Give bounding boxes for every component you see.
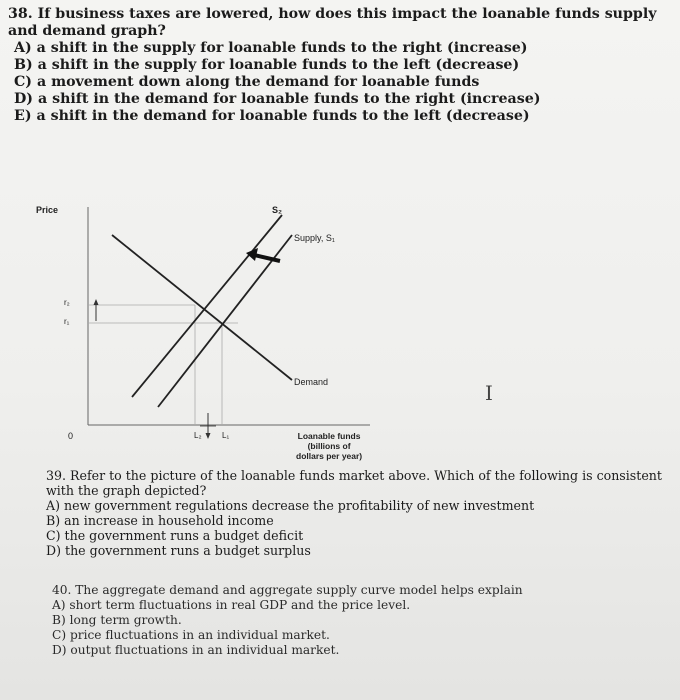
question-38-option-b: B) a shift in the supply for loanable funds to the left (decrease) <box>14 57 520 73</box>
question-38-stem: 38. If business taxes are lowered, how does this impact the loanable funds supply and demand graph? <box>8 6 657 39</box>
supply-curve-s2 <box>132 215 282 397</box>
s2-label: S₂ <box>272 205 283 215</box>
question-39-option-a: A) new government regulations decrease the profitability of new investment <box>46 498 535 513</box>
question-39-option-d: D) the government runs a budget surplus <box>46 543 311 558</box>
question-39-option-b: B) an increase in household income <box>46 513 274 528</box>
question-40-option-a: A) short term fluctuations in real GDP and the price level. <box>52 598 411 612</box>
question-40 <box>52 583 652 658</box>
price-r2-label: r₂ <box>64 298 70 307</box>
question-38 <box>8 6 668 125</box>
x-axis-label <box>296 431 362 461</box>
graph-canvas <box>0 195 680 465</box>
question-40-option-b: B) long term growth. <box>52 613 182 627</box>
loanable-funds-graph <box>0 195 680 465</box>
quantity-down-arrow-head <box>206 433 211 439</box>
question-39-option-c: C) the government runs a budget deficit <box>46 528 304 543</box>
price-up-arrow-head <box>94 299 99 305</box>
origin-label: 0 <box>68 431 74 441</box>
text-cursor-icon: I <box>485 381 493 405</box>
question-38-option-c: C) a movement down along the demand for loanable funds <box>14 74 480 90</box>
question-39-stem-line-1: 39. Refer to the picture of the loanable funds market above. Which of the following is consistent <box>46 468 662 483</box>
x-axis-label-line-3: dollars per year) <box>296 451 363 461</box>
question-38-option-d: D) a shift in the demand for loanable funds to the right (increase) <box>14 91 541 107</box>
y-axis-label: Price <box>36 205 59 215</box>
question-39-stem-line-2: with the graph depicted? <box>46 483 207 498</box>
shift-arrow-head <box>246 248 258 261</box>
x-axis-label-line-2: (billions of <box>307 441 351 451</box>
demand-label: Demand <box>294 377 329 387</box>
quantity-l1-label: L₁ <box>222 431 230 440</box>
supply-label: Supply, S₁ <box>294 233 335 243</box>
question-38-option-a: A) a shift in the supply for loanable funds to the right (increase) <box>14 40 528 56</box>
price-r1-label: r₁ <box>64 317 70 326</box>
x-axis-label-line-1: Loanable funds <box>297 431 361 441</box>
question-40-option-d: D) output fluctuations in an individual market. <box>52 643 340 657</box>
question-38-option-e: E) a shift in the demand for loanable funds to the left (decrease) <box>14 108 530 124</box>
quantity-l2-label: L₂ <box>194 431 202 440</box>
question-40-stem: 40. The aggregate demand and aggregate supply curve model helps explain <box>52 583 523 597</box>
question-40-option-c: C) price fluctuations in an individual market. <box>52 628 330 642</box>
question-39 <box>46 468 666 558</box>
